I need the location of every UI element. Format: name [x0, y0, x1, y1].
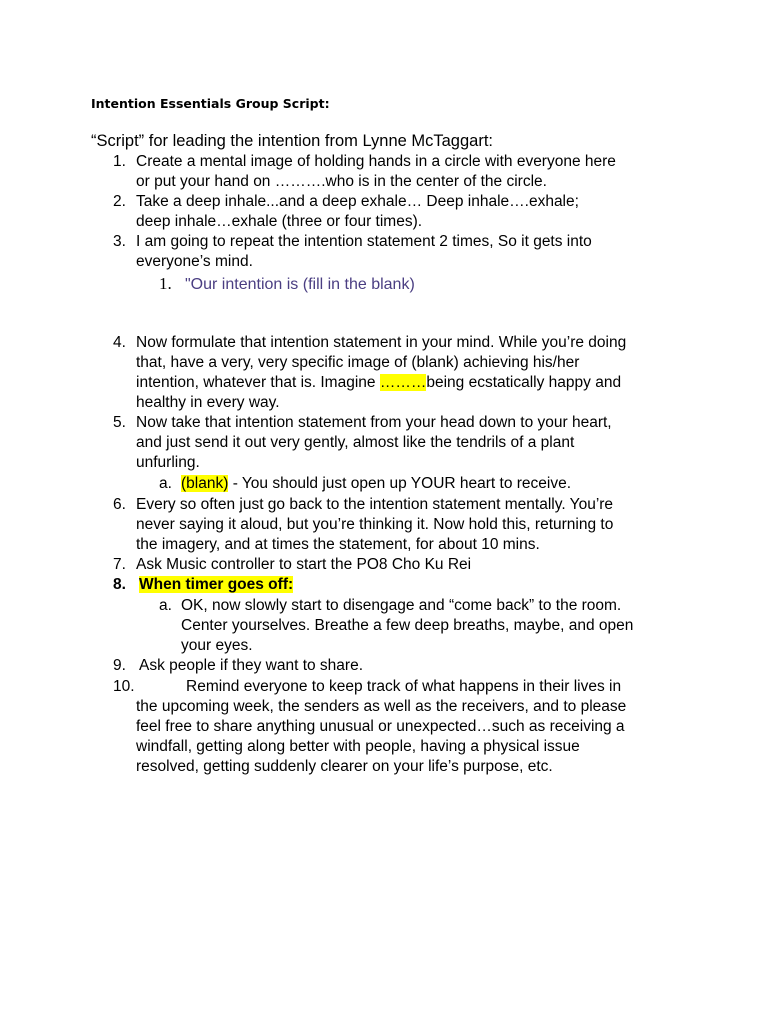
list-item-text: Now formulate that intention statement in your mind. While you’re doing: [136, 334, 627, 351]
list-item-text: feel free to share anything unusual or unexpected…such as receiving a: [136, 718, 625, 735]
list-item-text: windfall, getting along better with people, having a physical issue: [136, 738, 580, 755]
text-segment: intention, whatever that is. Imagine: [136, 374, 380, 391]
list-item-text: unfurling.: [136, 454, 200, 471]
list-item-text: resolved, getting suddenly clearer on your life’s purpose, etc.: [136, 758, 553, 775]
list-item-text: OK, now slowly start to disengage and “come back” to the room.: [181, 597, 622, 614]
list-item-text: Now take that intention statement from your head down to your heart,: [136, 414, 612, 431]
list-item-text: deep inhale…exhale (three or four times).: [136, 213, 423, 230]
list-item-text: Ask Music controller to start the PO8 Cho Ku Rei: [136, 556, 472, 573]
list-item-text: everyone’s mind.: [136, 253, 253, 270]
list-item-text: [181, 474, 571, 494]
list-item-number: 8.: [113, 576, 126, 593]
list-item-text: I am going to repeat the intention statement 2 times, So it gets into: [136, 233, 592, 250]
list-item-number: 1.: [113, 153, 126, 170]
list-item-text: Create a mental image of holding hands in a circle with everyone here: [136, 153, 616, 170]
text-segment: being ecstatically happy and: [426, 374, 622, 391]
text-segment: - You should just open up YOUR heart to receive.: [228, 475, 572, 492]
list-item-text: that, have a very, very specific image of (blank) achieving his/her: [136, 354, 580, 371]
sublist-letter: a.: [159, 475, 172, 492]
list-item-text: Center yourselves. Breathe a few deep breaths, maybe, and open: [181, 617, 634, 634]
list-item-text: Remind everyone to keep track of what happens in their lives in: [186, 678, 622, 695]
list-item-text: the upcoming week, the senders as well as the receivers, and to please: [136, 698, 627, 715]
list-item-number: 6.: [113, 496, 126, 513]
list-item-text: the imagery, and at times the statement, for about 10 mins.: [136, 536, 540, 553]
list-item-number: 2.: [113, 193, 126, 210]
list-item-number: 7.: [113, 556, 126, 573]
list-item-number: 4.: [113, 334, 126, 351]
document-title: Intention Essentials Group Script:: [91, 96, 330, 111]
highlighted-blank: ………: [379, 374, 427, 391]
sublist-number: 1.: [159, 274, 172, 293]
list-item-text: healthy in every way.: [136, 394, 280, 411]
list-item-text: never saying it aloud, but you’re thinking it. Now hold this, returning to: [136, 516, 614, 533]
highlighted-blank: (blank): [181, 475, 229, 492]
list-item-text: [139, 575, 293, 595]
highlighted-heading: When timer goes off:: [139, 576, 294, 593]
list-item-number: 9.: [113, 657, 126, 674]
list-item-text: Ask people if they want to share.: [139, 657, 364, 674]
list-item-text: Every so often just go back to the intention statement mentally. You’re: [136, 496, 614, 513]
list-item-text: Take a deep inhale...and a deep exhale… Deep inhale….exhale;: [136, 193, 579, 210]
list-item-text: and just send it out very gently, almost like the tendrils of a plant: [136, 434, 575, 451]
list-item-text: your eyes.: [181, 637, 253, 654]
sublist-letter: a.: [159, 597, 172, 614]
list-item-text: or put your hand on ……….who is in the center of the circle.: [136, 173, 547, 190]
list-item-text: [136, 373, 621, 393]
intro-line: “Script” for leading the intention from Lynne McTaggart:: [91, 132, 494, 150]
list-item-number: 3.: [113, 233, 126, 250]
intention-statement: "Our intention is (fill in the blank): [185, 276, 415, 293]
list-item-number: 5.: [113, 414, 126, 431]
list-item-number: 10.: [113, 678, 135, 695]
